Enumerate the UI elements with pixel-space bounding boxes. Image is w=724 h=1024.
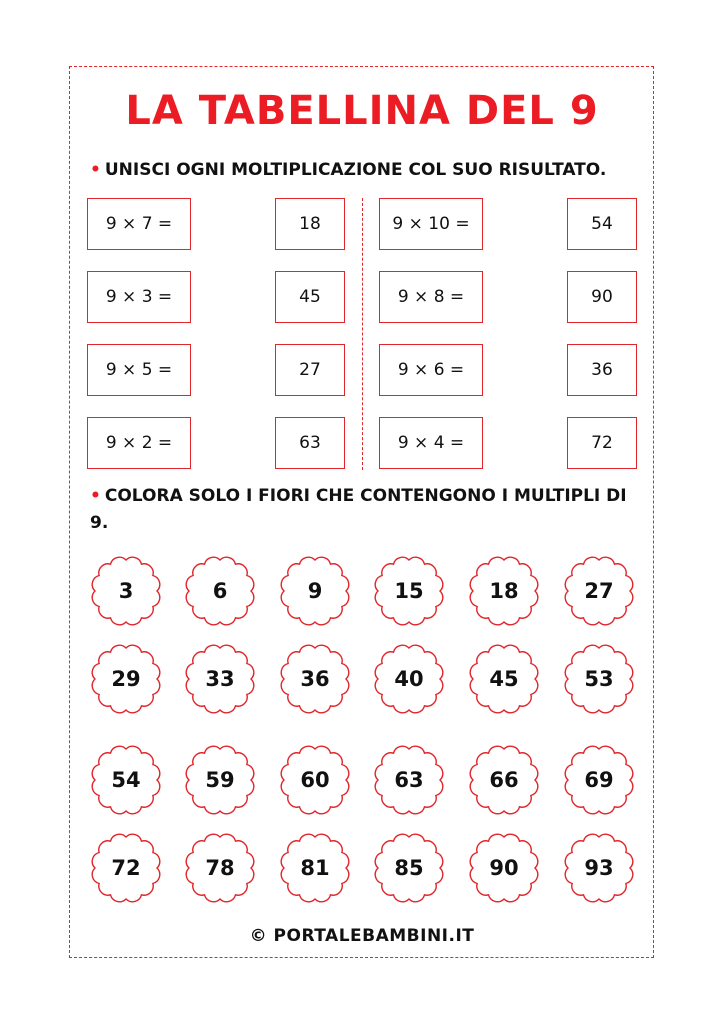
flower[interactable] xyxy=(560,741,638,819)
flower-number: 18 xyxy=(489,579,519,603)
flower-number: 72 xyxy=(111,856,141,880)
equation-box[interactable]: 9 × 2 = xyxy=(87,417,191,469)
flower[interactable] xyxy=(87,829,165,907)
instruction-matching-text: UNISCI OGNI MOLTIPLICAZIONE COL SUO RISULTATO. xyxy=(104,160,607,180)
instruction-bullet: • xyxy=(90,486,101,506)
flower[interactable] xyxy=(181,829,259,907)
result-box[interactable]: 36 xyxy=(567,344,637,396)
flower-number: 81 xyxy=(300,856,330,880)
flower-number: 9 xyxy=(307,579,323,603)
page-title: LA TABELLINA DEL 9 xyxy=(125,88,599,134)
flower[interactable] xyxy=(181,552,259,630)
flower[interactable] xyxy=(560,640,638,718)
flower-number: 40 xyxy=(394,667,424,691)
flower-number: 78 xyxy=(205,856,235,880)
result-box[interactable]: 72 xyxy=(567,417,637,469)
result-box[interactable]: 18 xyxy=(275,198,345,250)
flower-number: 90 xyxy=(489,856,519,880)
result-box[interactable]: 27 xyxy=(275,344,345,396)
equation-box[interactable]: 9 × 10 = xyxy=(379,198,483,250)
instruction-matching xyxy=(90,157,650,184)
instruction-bullet: • xyxy=(90,160,101,180)
flower[interactable] xyxy=(87,640,165,718)
flower[interactable] xyxy=(465,741,543,819)
flower[interactable] xyxy=(87,741,165,819)
flower-number: 60 xyxy=(300,768,330,792)
result-box[interactable]: 54 xyxy=(567,198,637,250)
flower-number: 53 xyxy=(584,667,614,691)
flower[interactable] xyxy=(181,741,259,819)
instruction-coloring-text: COLORA SOLO I FIORI CHE CONTENGONO I MULTIPLI DI 9. xyxy=(90,486,627,533)
flower-number: 29 xyxy=(111,667,141,691)
flower[interactable] xyxy=(276,829,354,907)
flower-number: 27 xyxy=(584,579,614,603)
flower[interactable] xyxy=(87,552,165,630)
flower-number: 59 xyxy=(205,768,235,792)
equation-box[interactable]: 9 × 8 = xyxy=(379,271,483,323)
flower-number: 85 xyxy=(394,856,424,880)
flower[interactable] xyxy=(370,640,448,718)
flower[interactable] xyxy=(370,829,448,907)
flower-number: 33 xyxy=(205,667,235,691)
flower[interactable] xyxy=(276,552,354,630)
result-box[interactable]: 45 xyxy=(275,271,345,323)
flower[interactable] xyxy=(276,741,354,819)
column-divider xyxy=(362,198,363,470)
instruction-coloring xyxy=(90,483,650,537)
flower[interactable] xyxy=(370,741,448,819)
equation-box[interactable]: 9 × 5 = xyxy=(87,344,191,396)
equation-box[interactable]: 9 × 3 = xyxy=(87,271,191,323)
flower-number: 69 xyxy=(584,768,614,792)
flower-number: 66 xyxy=(489,768,519,792)
flower[interactable] xyxy=(465,640,543,718)
result-box[interactable]: 90 xyxy=(567,271,637,323)
flower-number: 54 xyxy=(111,768,141,792)
equation-box[interactable]: 9 × 4 = xyxy=(379,417,483,469)
flower-number: 3 xyxy=(118,579,134,603)
flower[interactable] xyxy=(560,829,638,907)
flower-number: 63 xyxy=(394,768,424,792)
flower[interactable] xyxy=(276,640,354,718)
flower-number: 45 xyxy=(489,667,519,691)
flower[interactable] xyxy=(181,640,259,718)
flower[interactable] xyxy=(465,829,543,907)
flower-number: 93 xyxy=(584,856,614,880)
equation-box[interactable]: 9 × 6 = xyxy=(379,344,483,396)
equation-box[interactable]: 9 × 7 = xyxy=(87,198,191,250)
copyright-footer: © PORTALEBAMBINI.IT xyxy=(249,926,475,946)
flower[interactable] xyxy=(465,552,543,630)
result-box[interactable]: 63 xyxy=(275,417,345,469)
flower[interactable] xyxy=(370,552,448,630)
flower-number: 6 xyxy=(212,579,228,603)
flower-number: 15 xyxy=(394,579,424,603)
flower-number: 36 xyxy=(300,667,330,691)
flower[interactable] xyxy=(560,552,638,630)
